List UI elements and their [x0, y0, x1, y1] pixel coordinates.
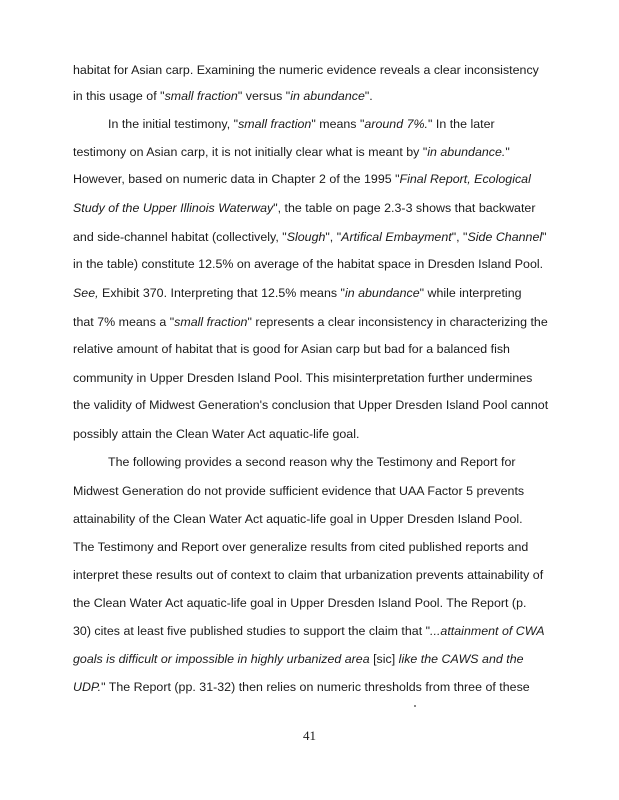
italic-run: Slough	[286, 230, 326, 244]
text-line-10	[73, 314, 548, 330]
text-line-2	[73, 88, 373, 104]
italic-run: Final Report, Ecological	[399, 172, 531, 186]
text-run: Midwest Generation do not provide sufficient evidence that UAA Factor 5 prevents	[73, 484, 525, 498]
italic-run: UDP.	[73, 680, 102, 694]
text-run: However, based on numeric data in Chapter 2 of the 1995 "	[73, 172, 400, 186]
text-run: relative amount of habitat that is good for Asian carp but bad for a balanced fish	[73, 342, 510, 356]
text-run: in the table) constitute 12.5% on average of the habitat space in Dresden Island Pool.	[73, 257, 544, 271]
italic-run: Study of the Upper Illinois Waterway	[73, 201, 274, 215]
text-run: " represents a clear inconsistency in characterizing the	[247, 315, 548, 329]
paragraph-start-line	[108, 116, 495, 132]
italic-run: around 7%.	[364, 117, 428, 131]
text-line-21	[73, 623, 545, 639]
text-run: ", "	[325, 230, 342, 244]
italic-run: in abundance	[290, 89, 365, 103]
text-line-5	[73, 171, 531, 187]
italic-run: in abundance	[344, 286, 420, 300]
text-run: " In the later	[427, 117, 495, 131]
text-run: interpret these results out of context to claim that urbanization prevents attainability of	[73, 568, 544, 582]
italic-run: small fraction	[238, 117, 312, 131]
text-run: the validity of Midwest Generation's conclusion that Upper Dresden Island Pool cannot	[73, 398, 549, 412]
text-run: testimony on Asian carp, it is not initially clear what is meant by "	[73, 145, 428, 159]
page-number: 41	[303, 728, 316, 743]
italic-run: in abundance.	[427, 145, 506, 159]
text-line-14	[73, 426, 359, 442]
text-run: the Clean Water Act aquatic-life goal in Upper Dresden Island Pool. The Report (p.	[73, 596, 527, 610]
text-run: "	[505, 145, 510, 159]
text-run: and side-channel habitat (collectively, "	[73, 230, 287, 244]
text-line-12	[73, 370, 532, 386]
text-line-16	[73, 483, 524, 499]
text-line-22	[73, 651, 524, 667]
text-run: The Testimony and Report over generalize results from cited published reports and	[73, 540, 529, 554]
text-run: " means "	[311, 117, 365, 131]
text-line-6	[73, 200, 535, 216]
text-line-17	[73, 511, 523, 527]
text-line-20	[73, 595, 526, 611]
text-run: ".	[364, 89, 373, 103]
text-run: possibly attain the Clean Water Act aquatic-life goal.	[73, 427, 360, 441]
italic-run: See,	[73, 286, 99, 300]
text-run: that 7% means a "	[73, 315, 175, 329]
text-line-23	[73, 679, 530, 695]
text-run: "	[542, 230, 547, 244]
text-run: " while interpreting	[419, 286, 522, 300]
text-run: " versus "	[237, 89, 291, 103]
italic-run: small fraction	[174, 315, 248, 329]
text-line-9	[73, 285, 522, 301]
text-run: 30) cites at least five published studies to support the claim that "	[73, 624, 431, 638]
scan-speck	[414, 705, 416, 707]
text-line-1	[73, 62, 539, 78]
text-line-4	[73, 144, 510, 160]
text-line-18	[73, 539, 528, 555]
paragraph-start-line	[108, 454, 516, 470]
text-line-8	[73, 256, 543, 272]
text-run: " The Report (pp. 31-32) then relies on numeric thresholds from three of these	[101, 680, 530, 694]
text-line-11	[73, 341, 510, 357]
italic-run: goals is difficult or impossible in highly urbanized area	[73, 652, 370, 666]
text-line-7	[73, 229, 547, 245]
text-run: community in Upper Dresden Island Pool. This misinterpretation further undermines	[73, 371, 533, 385]
text-line-19	[73, 567, 543, 583]
italic-run: ...attainment of CWA	[430, 624, 545, 638]
text-run: habitat for Asian carp. Examining the numeric evidence reveals a clear inconsistency	[73, 63, 539, 77]
italic-run: Artifical Embayment	[341, 230, 452, 244]
text-run: In the initial testimony, "	[108, 117, 239, 131]
text-run: ", "	[451, 230, 468, 244]
text-line-13	[73, 397, 548, 413]
text-run: ", the table on page 2.3-3 shows that backwater	[273, 201, 536, 215]
text-run: The following provides a second reason why the Testimony and Report for	[108, 455, 516, 469]
italic-run: like the CAWS and the	[398, 652, 524, 666]
text-run: attainability of the Clean Water Act aquatic-life goal in Upper Dresden Island Pool.	[73, 512, 523, 526]
italic-run: Side Channel	[467, 230, 543, 244]
text-run: Exhibit 370. Interpreting that 12.5% means "	[98, 286, 345, 300]
italic-run: small fraction	[164, 89, 238, 103]
text-run: [sic]	[369, 652, 399, 666]
text-run: in this usage of "	[73, 89, 165, 103]
